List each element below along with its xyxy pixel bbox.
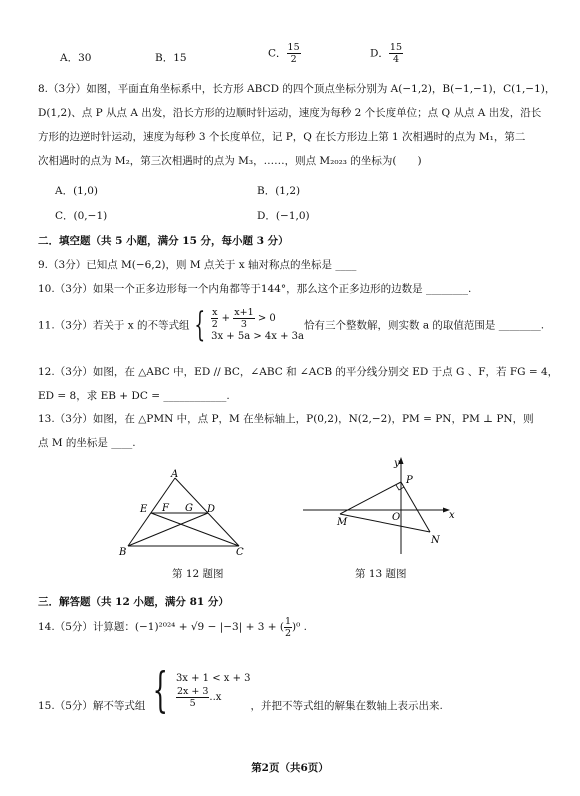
q8-line1: 8.（3分）如图，平面直角坐标系中，长方形 ABCD 的四个顶点坐标分别为 A(−1,2)，B(−1,−1)，C(1,−1)， [38, 83, 556, 95]
fig13-label-n: N [431, 535, 440, 546]
fig13-side-pm [340, 482, 401, 514]
page-footer: 第2页（共6页） [251, 762, 329, 774]
option-c-label: C． [268, 47, 287, 60]
q9: 9.（3分）已知点 M(−6,2)，则 M 点关于 x 轴对称点的坐标是 ____ [38, 259, 357, 271]
fig12-label-e: E [140, 504, 148, 515]
q14 [38, 612, 307, 642]
q15-ineq2-tail: ..x [209, 692, 222, 703]
fig13-label-p: P [406, 475, 413, 486]
option-c-denominator: 2 [290, 54, 297, 65]
q11-suffix: 恰有三个整数解，则实数 a 的取值范围是 ________. [304, 319, 545, 332]
q11-inequality-1 [211, 307, 304, 330]
section-fill-in-title: 二．填空题（共 5 小题，满分 15 分，每小题 3 分） [38, 235, 289, 247]
q15-inequality-system [176, 671, 251, 709]
q15-brace: { [153, 662, 169, 718]
q11-frac-1-den: 2 [211, 319, 218, 330]
option-d-denominator: 4 [392, 54, 399, 65]
figure-13-caption: 第 13 题图 [355, 568, 407, 580]
q15 [38, 662, 443, 724]
q14-suffix: )⁰ . [292, 621, 308, 633]
option-c [268, 42, 301, 65]
q11-ineq1-tail: > 0 [257, 313, 276, 324]
q8-line3: 方形的边逆时针运动，速度为每秒 3 个长度单位，记 P，Q 在长方形边上第 1 次相遇时的点为 M₁，第二 [38, 131, 526, 143]
q11-inequality-system [211, 307, 304, 343]
q14-frac-den: 2 [284, 627, 292, 639]
option-b: B．15 [155, 52, 187, 64]
fig13-side-pn [401, 482, 430, 532]
q14-frac-num: 1 [284, 615, 292, 627]
q11-brace: { [194, 305, 206, 345]
q15-frac-num: 2x + 3 [176, 686, 209, 697]
fig13-label-y: y [394, 458, 400, 469]
q11-frac-1-num: x [212, 307, 218, 318]
option-d [370, 42, 403, 65]
q13-line2: 点 M 的坐标是 ____. [38, 437, 136, 449]
q8-line4: 次相遇时的点为 M₂，第三次相遇时的点为 M₃，……，则点 M₂₀₂₃ 的坐标为( ) [38, 155, 422, 167]
fig12-label-b: B [119, 547, 127, 558]
figure-13-coordinate-plane [298, 452, 458, 557]
q14-prefix: 14.（5分）计算题：(−1)²⁰²⁴ + √9 − |−3| + 3 + ( [38, 621, 284, 633]
q15-prefix: 15.（5分）解不等式组 [38, 699, 146, 712]
q15-suffix: ，并把不等式组的解集在数轴上表示出来. [250, 699, 443, 712]
q15-inequality-1: 3x + 1 < x + 3 [175, 673, 251, 684]
option-d-label: D． [370, 47, 389, 60]
q15-inequality-2 [176, 686, 251, 709]
option-d-fraction [389, 42, 403, 65]
q8-option-a: A．(1,0) [55, 185, 98, 197]
q11-frac-2 [233, 307, 254, 330]
fig13-label-m: M [337, 517, 348, 528]
q11-frac-2-den: 3 [240, 319, 247, 330]
q11-frac-2-num: x+1 [234, 307, 254, 318]
fig12-label-f: F [162, 503, 169, 514]
q8-option-b: B．(1,2) [257, 185, 301, 197]
fig13-side-mn [340, 514, 430, 532]
q11-frac-1 [211, 307, 218, 330]
option-a: A．30 [60, 52, 92, 64]
figure-12-caption: 第 12 题图 [172, 568, 224, 580]
q8-option-d: D．(−1,0) [257, 210, 310, 222]
fig12-label-a: A [171, 469, 179, 480]
q15-fraction [176, 686, 209, 709]
q11 [38, 307, 544, 347]
fig12-label-d: D [207, 504, 216, 515]
q12-line2: ED = 8，求 EB + DC = ____________. [38, 390, 230, 402]
q10: 10.（3分）如果一个正多边形每一个内角都等于144°，那么这个正多边形的边数是 ________. [38, 283, 472, 295]
option-d-numerator: 15 [389, 42, 403, 53]
fig12-label-g: G [185, 503, 193, 514]
q8-line2: D(1,2)、点 P 从点 A 出发，沿长方形的边顺时针运动，速度为每秒 2 个长度单位；点 Q 从点 A 出发，沿长 [38, 107, 542, 119]
option-c-fraction [287, 42, 301, 65]
fig12-label-c: C [236, 547, 244, 558]
fig13-label-o: O [392, 512, 401, 523]
q14-fraction [284, 616, 292, 639]
q15-frac-den: 5 [189, 698, 196, 709]
q11-prefix: 11.（3分）若关于 x 的不等式组 [38, 319, 190, 332]
section-solution-title: 三．解答题（共 12 小题，满分 81 分） [38, 596, 229, 608]
q8-option-c: C．(0,−1) [55, 210, 108, 222]
option-c-numerator: 15 [287, 42, 300, 53]
q11-inequality-2: 3x + 5a > 4x + 3a [211, 331, 304, 342]
q11-plus: + [221, 313, 231, 324]
figure-12-triangle [115, 468, 265, 558]
q13-line1: 13.（3分）如图，在 △PMN 中，点 P，M 在坐标轴上，P(0,2)，N(2,−2)，PM = PN，PM ⊥ PN，则 [38, 413, 534, 425]
fig13-label-x: x [449, 510, 455, 521]
q12-line1: 12.（3分）如图，在 △ABC 中，ED // BC，∠ABC 和 ∠ACB 的平分线分别交 ED 于点 G 、F，若 FG = 4， [38, 366, 559, 378]
